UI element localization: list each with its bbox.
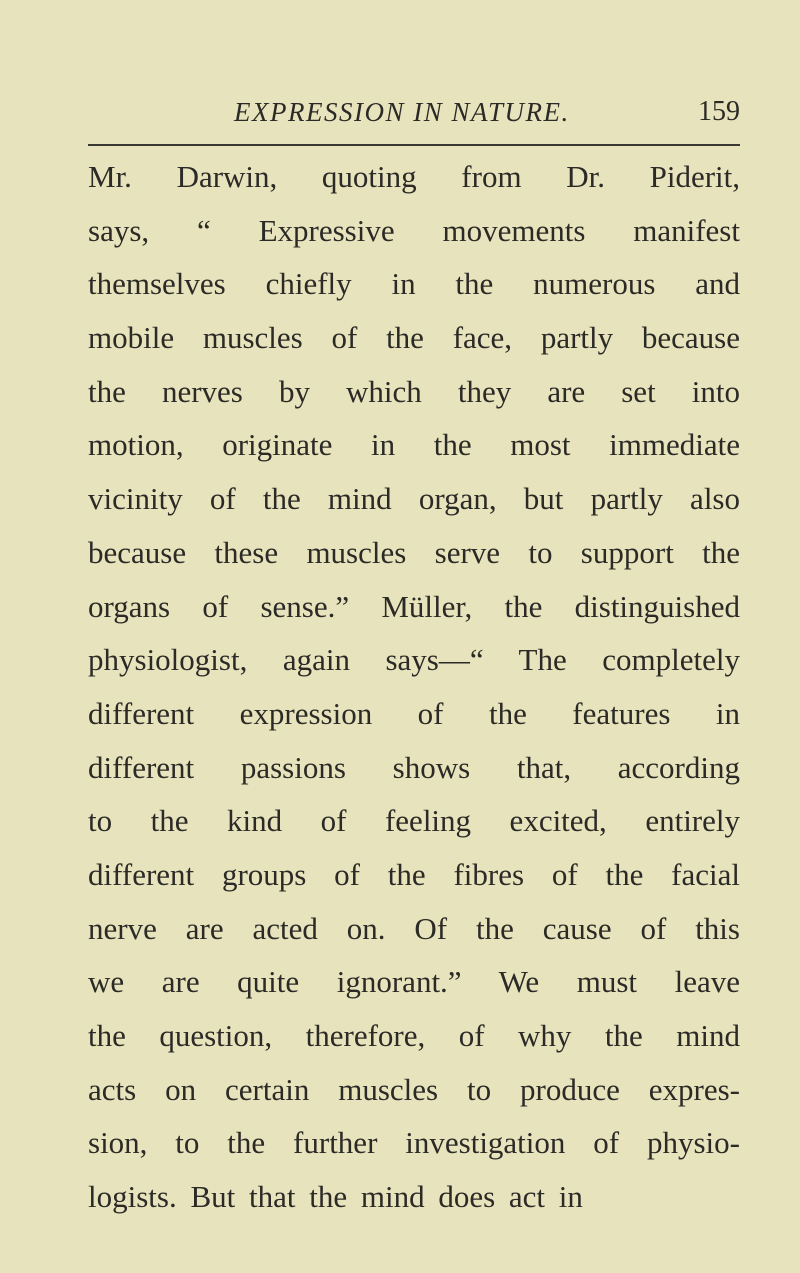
text-line: sion, to the further investigation of physio- xyxy=(88,1125,740,1161)
page-number: 159 xyxy=(698,96,740,127)
text-line: logists. But that the mind does act in xyxy=(88,1179,583,1215)
running-header xyxy=(88,92,740,132)
text-line: different passions shows that, according xyxy=(88,749,740,785)
text-line: vicinity of the mind organ, but partly also xyxy=(88,481,740,517)
text-line: Mr. Darwin, quoting from Dr. Piderit, xyxy=(88,159,740,194)
body-paragraph xyxy=(88,150,740,1224)
text-line: we are quite ignorant.” We must leave xyxy=(88,964,740,1000)
text-line: motion, originate in the most immediate xyxy=(88,427,740,463)
text-line: organs of sense.” Müller, the distinguished xyxy=(88,588,740,624)
text-line: says, “ Expressive movements manifest xyxy=(88,212,740,248)
text-line: different groups of the fibres of the facial xyxy=(88,856,740,892)
text-line: different expression of the features in xyxy=(88,695,740,731)
header-rule xyxy=(88,144,740,146)
text-line: the nerves by which they are set into xyxy=(88,373,740,409)
text-line: physiologist, again says—“ The completely xyxy=(88,642,740,678)
text-line: mobile muscles of the face, partly because xyxy=(88,320,740,356)
running-title: EXPRESSION IN NATURE. xyxy=(234,97,570,127)
text-line: the question, therefore, of why the mind xyxy=(88,1018,740,1053)
text-line: themselves chiefly in the numerous and xyxy=(88,266,740,302)
text-line: acts on certain muscles to produce expres- xyxy=(88,1071,740,1107)
text-line: nerve are acted on. Of the cause of this xyxy=(88,910,740,946)
text-line: because these muscles serve to support the xyxy=(88,534,740,570)
text-line: to the kind of feeling excited, entirely xyxy=(88,803,740,839)
